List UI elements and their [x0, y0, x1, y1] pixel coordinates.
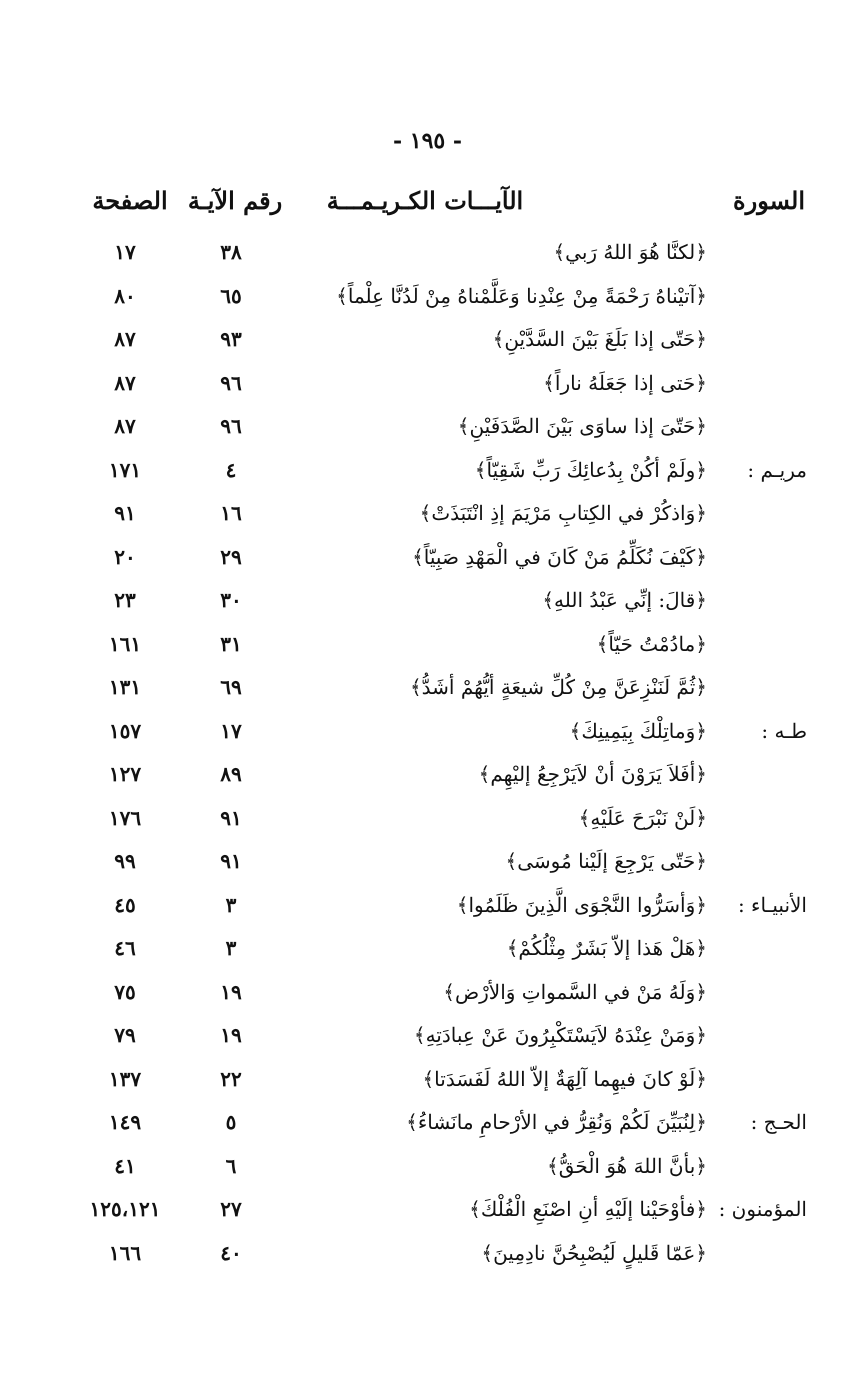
- verse-cell: ﴿وَماتِلْكَ بِيَمِينِكَ﴾: [569, 718, 707, 743]
- ayah-number-cell: ٦٥: [220, 283, 242, 308]
- page-cell: ٤٦: [114, 936, 136, 960]
- verse-cell: ﴿لِنُبَيِّنَ لَكُمْ وَنُقِرُّ في الأرْحامِ مانَشاءُ﴾: [406, 1110, 707, 1134]
- table-row: [0, 928, 855, 972]
- ayah-number-cell: ٩٦: [220, 370, 242, 395]
- page-cell: ١٧١: [108, 457, 142, 482]
- table-row: [0, 972, 855, 1016]
- page-cell: ١٣٧: [108, 1066, 142, 1091]
- table-row: [0, 1015, 855, 1059]
- verse-cell: ﴿حَتّىَ إذا ساوَى بَيْنَ الصَّدَفَيْنِ﴾: [457, 414, 707, 438]
- header-page: الصفحة: [92, 186, 168, 215]
- verse-cell: ﴿كَيْفَ نُكَلِّمُ مَنْ كَانَ في الْمَهْدِ صَبِيّاً﴾: [412, 544, 707, 569]
- ayah-number-cell: ٢٢: [220, 1066, 242, 1091]
- page-cell: ١٧: [114, 240, 136, 264]
- ayah-number-cell: ٥: [225, 1110, 237, 1134]
- verse-cell: ﴿لَوْ كانَ فيهِما آلِهَةٌ إلاّ اللهُ لَفَسَدَتا﴾: [422, 1066, 707, 1091]
- header-ayah-number: رقم الآيـة: [187, 186, 283, 215]
- page-cell: ٢٣: [114, 588, 136, 612]
- table-row: [0, 1146, 855, 1190]
- verse-cell: ﴿لكنَّا هُوَ اللهُ رَبي﴾: [553, 240, 707, 264]
- ayah-number-cell: ٨٩: [220, 762, 242, 786]
- verse-cell: ﴿وَلَهُ مَنْ في السَّمواتِ وَالأرْض﴾: [443, 979, 707, 1004]
- table-row: [0, 319, 855, 363]
- table-row: [0, 1059, 855, 1103]
- verse-cell: ﴿حَتى إذا جَعَلَهُ ناراً﴾: [543, 370, 707, 395]
- ayah-number-cell: ٩٣: [220, 327, 242, 351]
- verse-cell: ﴿فأوْحَيْنا إلَيْهِ أنِ اصْنَعِ الْفُلْكَ﴾: [469, 1197, 707, 1221]
- page-cell: ٩٩: [114, 849, 136, 873]
- verse-index-table: [0, 232, 855, 1276]
- verse-cell: ﴿وَاذكُرْ في الكِتابِ مَرْيَمَ إذِ انْتَبَذَتْ﴾: [419, 501, 707, 525]
- page-number: - ١٩٥ -: [392, 128, 463, 154]
- table-row: [0, 232, 855, 276]
- header-surah: السورة: [733, 186, 805, 215]
- table-row: [0, 885, 855, 929]
- surah-cell: مريـم :: [747, 457, 807, 482]
- ayah-number-cell: ٣٠: [220, 588, 242, 612]
- table-row: [0, 363, 855, 407]
- table-row: [0, 624, 855, 668]
- verse-cell: ﴿هَلْ هَذا إلاّ بَشَرٌ مِثْلُكُمْ﴾: [506, 936, 707, 960]
- ayah-number-cell: ١٧: [220, 718, 242, 743]
- table-row: [0, 450, 855, 494]
- verse-cell: ﴿أفَلاَ يَرَوْنَ أنْ لاَيَرْجِعُ إليْهِم﴾: [478, 762, 707, 786]
- page-cell: ٨٧: [114, 327, 136, 351]
- verse-cell: ﴿ثُمَّ لَنَنْزِعَنَّ مِنْ كُلِّ شيعَةٍ أيُّهُمْ أشَدُّ﴾: [409, 675, 707, 699]
- verse-cell: ﴿حَتّى يَرْجِعَ إلَيْنا مُوسَى﴾: [505, 849, 707, 873]
- page-cell: ١٢٥،١٢١: [89, 1197, 161, 1221]
- table-row: [0, 406, 855, 450]
- verse-cell: ﴿وَأسَرُّوا النَّجْوَى الَّذِينَ ظَلَمُوا﴾: [456, 892, 707, 917]
- ayah-number-cell: ٦: [225, 1153, 237, 1178]
- table-row: [0, 1233, 855, 1277]
- page-cell: ٧٩: [114, 1023, 136, 1047]
- surah-cell: الحـج :: [750, 1110, 807, 1134]
- surah-cell: طـه :: [761, 718, 807, 743]
- verse-cell: ﴿حَتّى إذا بَلَغَ بَيْنَ السَّدَّيْنِ﴾: [492, 327, 707, 351]
- ayah-number-cell: ٣: [225, 936, 237, 960]
- table-row: [0, 711, 855, 755]
- page-cell: ١٦٦: [108, 1240, 142, 1265]
- table-row: [0, 1189, 855, 1233]
- verse-cell: ﴿مادُمْتُ حَيّاً﴾: [596, 631, 707, 656]
- ayah-number-cell: ٩٦: [220, 414, 242, 438]
- verse-cell: ﴿عَمّا قَليلٍ لَيُصْبِحُنَّ نادِمِينَ﴾: [481, 1240, 707, 1265]
- header-verses: الآيـــات الكـريـمـــة: [326, 186, 524, 215]
- table-row: [0, 580, 855, 624]
- ayah-number-cell: ١٩: [220, 979, 242, 1004]
- table-row: [0, 1102, 855, 1146]
- ayah-number-cell: ٦٩: [220, 675, 242, 699]
- verse-cell: ﴿آتيْناهُ رَحْمَةً مِنْ عِنْدِنا وَعَلَّمْناهُ مِنْ لَدُنَّا عِلْماً﴾: [336, 283, 707, 308]
- surah-cell: الأنبيـاء :: [737, 892, 807, 917]
- table-row: [0, 493, 855, 537]
- ayah-number-cell: ١٩: [220, 1023, 242, 1047]
- ayah-number-cell: ٤٠: [220, 1240, 242, 1265]
- table-row: [0, 798, 855, 842]
- ayah-number-cell: ١٦: [220, 501, 242, 525]
- page-cell: ١٦١: [108, 631, 142, 656]
- table-row: [0, 841, 855, 885]
- page-cell: ٢٠: [114, 544, 136, 569]
- page-cell: ٧٥: [114, 979, 136, 1004]
- table-row: [0, 754, 855, 798]
- page-cell: ١٧٦: [108, 805, 142, 830]
- surah-cell: المؤمنون :: [718, 1197, 807, 1221]
- ayah-number-cell: ٢٩: [220, 544, 242, 569]
- page-cell: ١٢٧: [108, 762, 142, 786]
- table-row: [0, 667, 855, 711]
- table-row: [0, 276, 855, 320]
- page-cell: ٨٧: [114, 370, 136, 395]
- ayah-number-cell: ٩١: [220, 849, 242, 873]
- ayah-number-cell: ٩١: [220, 805, 242, 830]
- page-cell: ٤١: [114, 1153, 136, 1178]
- page-cell: ١٤٩: [108, 1110, 142, 1134]
- page-cell: ١٣١: [108, 675, 142, 699]
- verse-cell: ﴿قالَ: إنِّي عَبْدُ اللهِ﴾: [542, 588, 707, 612]
- verse-cell: ﴿ولَمْ أكُنْ بِدُعائِكَ رَبِّ شَقِيّاً﴾: [474, 457, 707, 482]
- page-cell: ٩١: [114, 501, 136, 525]
- ayah-number-cell: ٣٨: [220, 240, 242, 264]
- page-cell: ٨٧: [114, 414, 136, 438]
- ayah-number-cell: ٢٧: [220, 1197, 242, 1221]
- page-cell: ٨٠: [114, 283, 136, 308]
- table-header: [0, 186, 855, 226]
- page-cell: ٤٥: [114, 892, 136, 917]
- verse-cell: ﴿بأنَّ اللهَ هُوَ الْحَقُّ﴾: [547, 1153, 707, 1178]
- ayah-number-cell: ٣١: [220, 631, 242, 656]
- verse-cell: ﴿وَمَنْ عِنْدَهُ لاَيَسْتَكْبِرُونَ عَنْ عِبادَتِهِ﴾: [413, 1023, 707, 1047]
- page-cell: ١٥٧: [108, 718, 142, 743]
- ayah-number-cell: ٤: [225, 457, 237, 482]
- ayah-number-cell: ٣: [225, 892, 237, 917]
- table-row: [0, 537, 855, 581]
- verse-cell: ﴿لَنْ نَبْرَحَ عَلَيْهِ﴾: [578, 805, 707, 830]
